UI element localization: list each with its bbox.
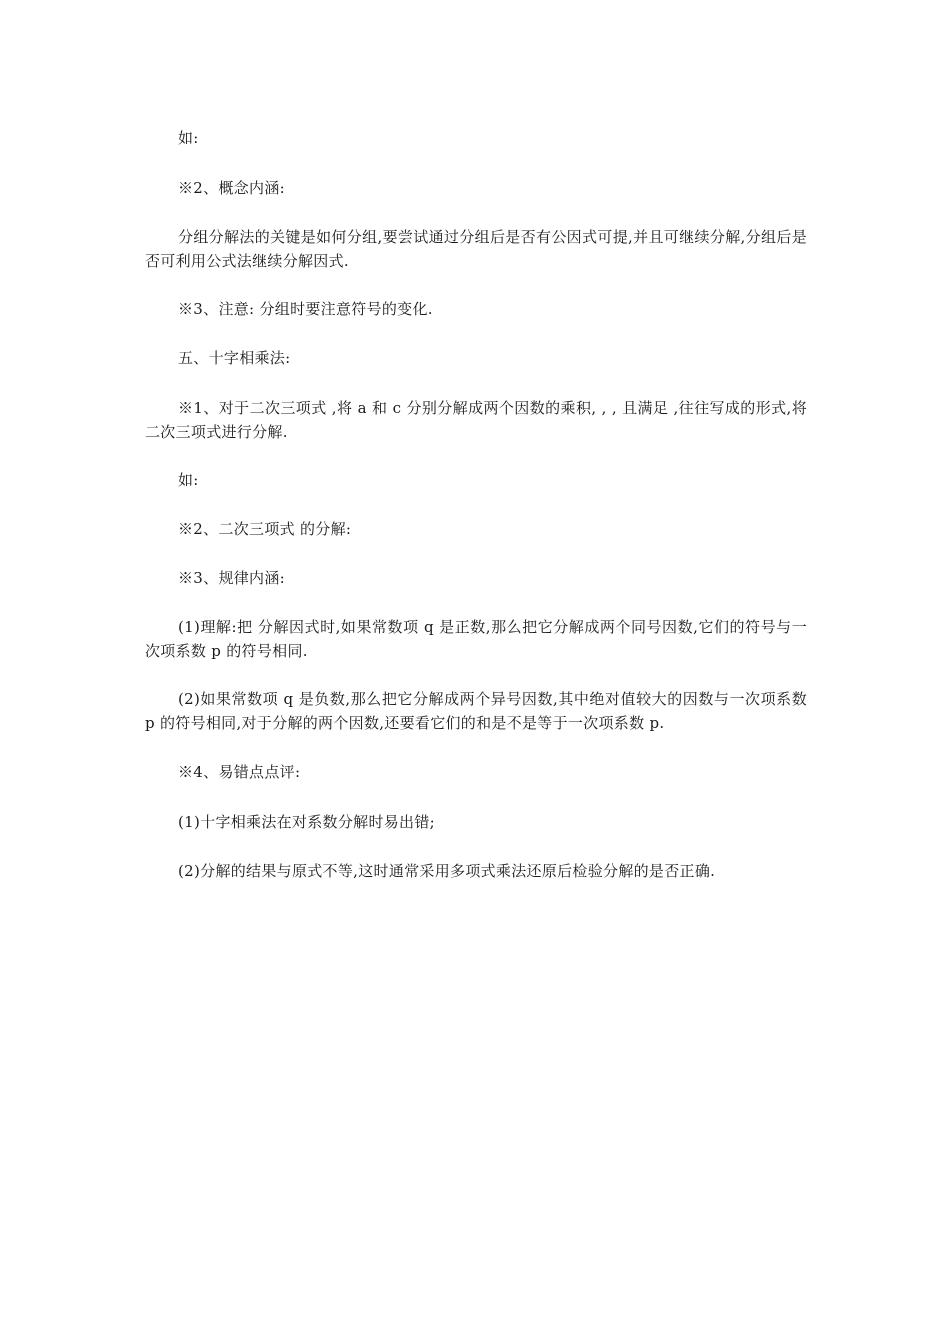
paragraph-example-2: 如: xyxy=(178,471,199,489)
paragraph-concept-heading: ※2、概念内涵: xyxy=(178,179,285,197)
paragraph-rule-1: (1)理解:把 分解因式时,如果常数项 q 是正数,那么把它分解成两个同号因数,它们的符号与一次项系数 p 的符号相同. xyxy=(145,618,807,660)
section-heading-cross-multiplication: 五、十字相乘法: xyxy=(178,349,291,367)
paragraph-grouping-key: 分组分解法的关键是如何分组,要尝试通过分组后是否有公因式可提,并且可继续分解,分组后是否可利用公式法继续分解因式. xyxy=(145,228,807,270)
paragraph-error-1: (1)十字相乘法在对系数分解时易出错; xyxy=(178,813,436,831)
paragraph-error-2: (2)分解的结果与原式不等,这时通常采用多项式乘法还原后检验分解的是否正确. xyxy=(178,862,716,880)
paragraph-trinomial-factoring: ※2、二次三项式 的分解: xyxy=(178,520,352,538)
paragraph-rule-heading: ※3、规律内涵: xyxy=(178,569,285,587)
paragraph-note: ※3、注意: 分组时要注意符号的变化. xyxy=(178,300,433,318)
paragraph-quadratic-trinomial: ※1、对于二次三项式 ,将 a 和 c 分别分解成两个因数的乘积, , , 且满足 ,往往写成的形式,将二次三项式进行分解. xyxy=(145,399,807,441)
paragraph-rule-2: (2)如果常数项 q 是负数,那么把它分解成两个异号因数,其中绝对值较大的因数与一次项系数 p 的符号相同,对于分解的两个因数,还要看它们的和是不是等于一次项系数 p. xyxy=(145,690,807,732)
paragraph-errors-heading: ※4、易错点点评: xyxy=(178,763,301,781)
paragraph-example-1: 如: xyxy=(178,129,199,147)
